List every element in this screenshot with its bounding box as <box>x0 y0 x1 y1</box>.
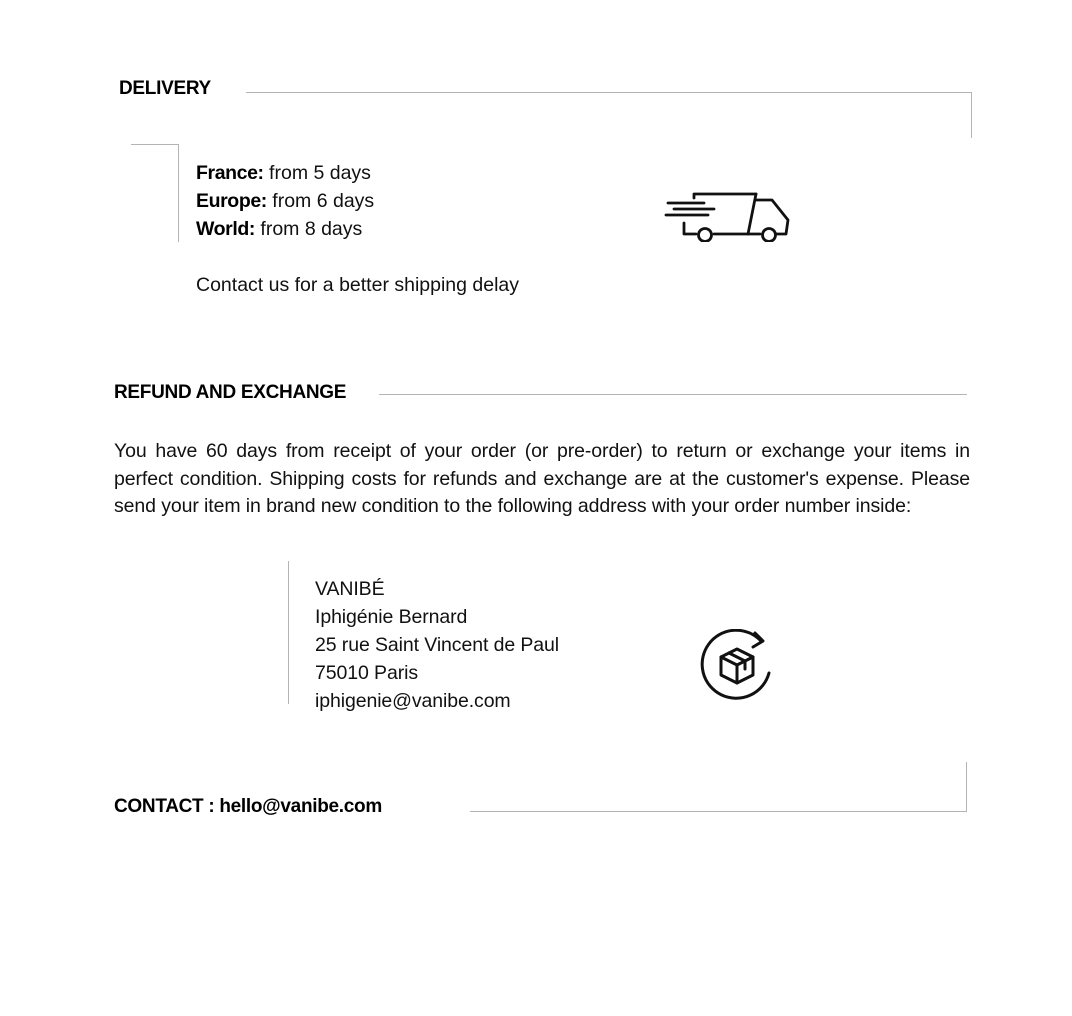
contact-rule-end <box>966 762 967 812</box>
delivery-time: from 5 days <box>263 162 371 184</box>
address-city: 75010 Paris <box>315 662 418 684</box>
address-company: VANIBÉ <box>315 578 385 600</box>
delivery-row-france <box>196 159 374 187</box>
address-name: Iphigénie Bernard <box>315 606 468 628</box>
refund-heading: REFUND AND EXCHANGE <box>114 382 347 403</box>
refund-heading-rule <box>379 394 967 395</box>
delivery-heading: DELIVERY <box>119 78 211 99</box>
refund-paragraph: You have 60 days from receipt of your order (or pre-order) to return or exchange your items in perfect condition. Shipping costs for refunds and exchange are at the customer's expense. Please send your item in brand new condition to the following address with your order number inside: <box>114 440 970 517</box>
delivery-heading-rule-end <box>971 92 972 138</box>
delivery-times <box>196 159 374 243</box>
address-bracket <box>288 561 289 704</box>
package-return-icon <box>699 629 775 705</box>
delivery-row-europe <box>196 187 374 215</box>
delivery-bracket-top <box>131 144 179 145</box>
delivery-time: from 8 days <box>254 218 363 240</box>
delivery-bracket-side <box>178 144 179 242</box>
contact-rule <box>470 811 967 812</box>
delivery-row-world <box>196 215 374 243</box>
delivery-truck-icon <box>664 190 792 242</box>
delivery-region: Europe: <box>196 190 267 212</box>
contact-label: CONTACT : hello@vanibe.com <box>114 796 382 817</box>
delivery-region: France: <box>196 162 264 184</box>
delivery-time: from 6 days <box>266 190 375 212</box>
return-address <box>315 575 559 715</box>
address-street: 25 rue Saint Vincent de Paul <box>315 634 560 656</box>
delivery-note: Contact us for a better shipping delay <box>196 274 520 296</box>
address-email: iphigenie@vanibe.com <box>315 690 511 712</box>
delivery-region: World: <box>196 218 255 240</box>
delivery-heading-rule <box>246 92 972 93</box>
